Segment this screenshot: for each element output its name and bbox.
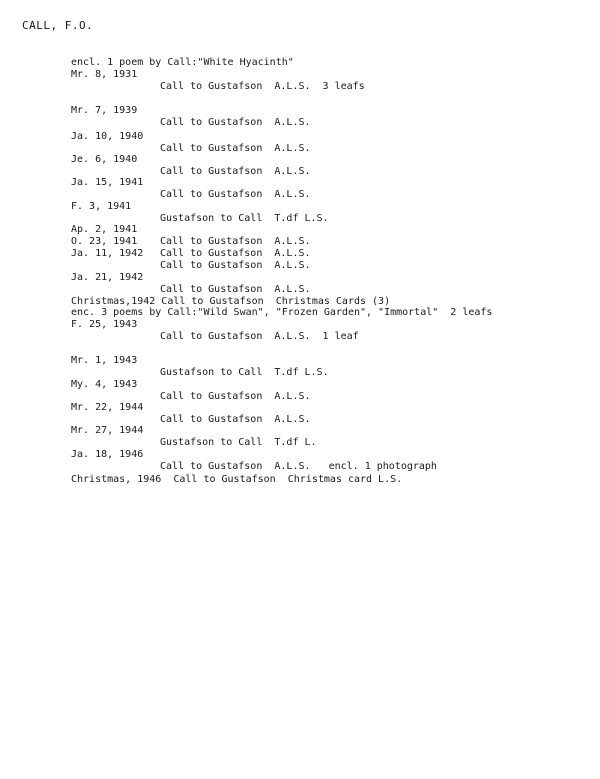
entry-date: Mr. 27, 1944 bbox=[71, 425, 144, 436]
entry-date: My. 4, 1943 bbox=[71, 379, 138, 390]
entry-date: Ap. 2, 1941 bbox=[71, 224, 138, 235]
entry-description: Gustafson to Call T.df L. bbox=[160, 437, 317, 448]
entry-date: Mr. 1, 1943 bbox=[71, 355, 138, 366]
entry-date: Ja. 21, 1942 bbox=[71, 272, 144, 283]
entry-description: Call to Gustafson A.L.S. bbox=[160, 260, 311, 271]
entry-date: Ja. 15, 1941 bbox=[71, 177, 144, 188]
entry-description: Call to Gustafson A.L.S. encl. 1 photograph bbox=[160, 461, 437, 472]
entry-description: Call to Gustafson A.L.S. 1 leaf bbox=[160, 331, 359, 342]
entry-date: Ja. 18, 1946 bbox=[71, 449, 144, 460]
page-title: CALL, F.O. bbox=[22, 19, 94, 32]
entry-description: Gustafson to Call T.df L.S. bbox=[160, 213, 329, 224]
entry-date: Mr. 22, 1944 bbox=[71, 402, 144, 413]
entry-description: Call to Gustafson A.L.S. bbox=[160, 143, 311, 154]
entry-description: Call to Gustafson A.L.S. bbox=[160, 117, 311, 128]
entry-date: Mr. 8, 1931 bbox=[71, 69, 138, 80]
entry-description: Call to Gustafson A.L.S. bbox=[160, 284, 311, 295]
entry-date: Ja. 11, 1942 bbox=[71, 248, 144, 259]
entry-date: F. 25, 1943 bbox=[71, 319, 138, 330]
entry-date: Je. 6, 1940 bbox=[71, 154, 138, 165]
entry-date: Christmas,1942 Call to Gustafson Christmas Cards (3) bbox=[71, 296, 391, 307]
entry-description: Call to Gustafson A.L.S. bbox=[160, 414, 311, 425]
entry-description: Call to Gustafson A.L.S. bbox=[160, 248, 311, 259]
entry-date: O. 23, 1941 bbox=[71, 236, 138, 247]
entry-description: Call to Gustafson A.L.S. bbox=[160, 189, 311, 200]
entry-date: F. 3, 1941 bbox=[71, 201, 132, 212]
entry-date: Christmas, 1946 Call to Gustafson Christmas card L.S. bbox=[71, 474, 403, 485]
entry-description: Call to Gustafson A.L.S. bbox=[160, 236, 311, 247]
entry-description: Call to Gustafson A.L.S. bbox=[160, 166, 311, 177]
entry-date: Ja. 10, 1940 bbox=[71, 131, 144, 142]
entry-enclosure: encl. 1 poem by Call:"White Hyacinth" bbox=[71, 57, 294, 68]
entry-description: Call to Gustafson A.L.S. 3 leafs bbox=[160, 81, 365, 92]
entry-date: Mr. 7, 1939 bbox=[71, 105, 138, 116]
entry-description: Gustafson to Call T.df L.S. bbox=[160, 367, 329, 378]
entry-enclosure: enc. 3 poems by Call:"Wild Swan", "Frozen Garden", "Immortal" 2 leafs bbox=[71, 307, 493, 318]
entry-description: Call to Gustafson A.L.S. bbox=[160, 391, 311, 402]
